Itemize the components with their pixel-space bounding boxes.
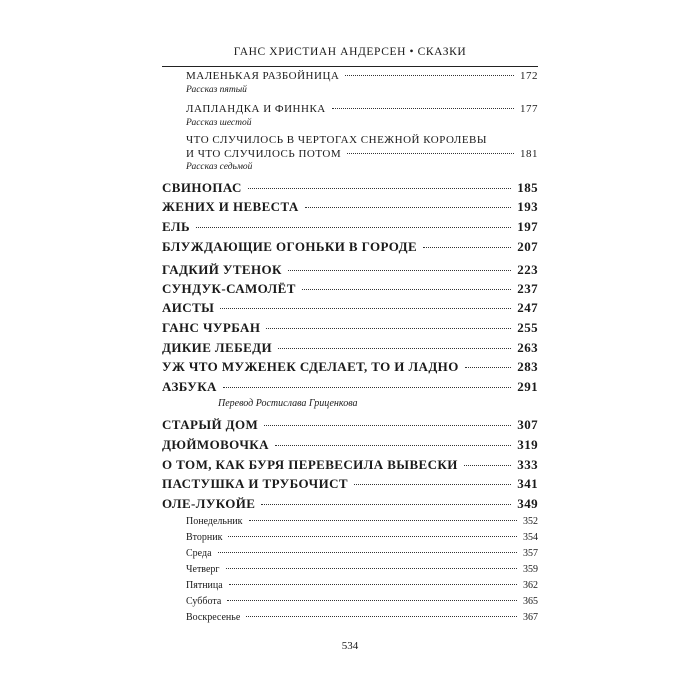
entry-title: О ТОМ, КАК БУРЯ ПЕРЕВЕСИЛА ВЫВЕСКИ bbox=[162, 457, 458, 472]
toc-entry[interactable] bbox=[162, 300, 538, 316]
toc-entry[interactable] bbox=[162, 281, 538, 297]
entry-page: 255 bbox=[517, 320, 538, 335]
leader-dots bbox=[261, 504, 511, 505]
leader-dots bbox=[278, 348, 511, 349]
toc-entry-sub[interactable] bbox=[186, 70, 538, 82]
entry-title: ЛАПЛАНДКА И ФИННКА bbox=[186, 103, 326, 115]
entry-title: ГАНС ЧУРБАН bbox=[162, 320, 261, 335]
entry-title: БЛУЖДАЮЩИЕ ОГОНЬКИ В ГОРОДЕ bbox=[162, 239, 418, 254]
leader-dots bbox=[220, 308, 511, 309]
entry-page: 319 bbox=[517, 437, 538, 452]
entry-page: 359 bbox=[523, 564, 538, 575]
entry-title: ПАСТУШКА И ТРУБОЧИСТ bbox=[162, 476, 348, 491]
toc-entry-day[interactable] bbox=[186, 596, 538, 607]
toc-entry-day[interactable] bbox=[186, 532, 538, 543]
entry-title: ОЛЕ-ЛУКОЙЕ bbox=[162, 496, 256, 511]
entry-page: 181 bbox=[520, 148, 538, 160]
entry-page: 349 bbox=[517, 496, 538, 511]
leader-dots bbox=[464, 465, 512, 466]
entry-page: 223 bbox=[517, 262, 538, 277]
entry-page: 193 bbox=[517, 199, 538, 214]
entry-title: Среда bbox=[186, 548, 212, 559]
leader-dots bbox=[332, 108, 514, 109]
translator-note: Перевод Ростислава Гриценкова bbox=[218, 398, 358, 409]
entry-page: 263 bbox=[517, 340, 538, 355]
page-number: 534 bbox=[341, 640, 359, 652]
entry-title-line1: ЧТО СЛУЧИЛОСЬ В ЧЕРТОГАХ СНЕЖНОЙ КОРОЛЕВЫ bbox=[186, 134, 487, 146]
entry-title: УЖ ЧТО МУЖЕНЕК СДЕЛАЕТ, ТО И ЛАДНО bbox=[162, 359, 459, 374]
entry-page: 333 bbox=[517, 457, 538, 472]
entry-title: СУНДУК-САМОЛЁТ bbox=[162, 281, 296, 296]
entry-note: Рассказ пятый bbox=[186, 85, 247, 95]
entry-page: 291 bbox=[517, 379, 538, 394]
toc-entry[interactable] bbox=[162, 340, 538, 356]
entry-note: Рассказ шестой bbox=[186, 118, 252, 128]
entry-page: 307 bbox=[517, 417, 538, 432]
leader-dots bbox=[345, 75, 514, 76]
leader-dots bbox=[288, 270, 511, 271]
entry-title-line2: И ЧТО СЛУЧИЛОСЬ ПОТОМ bbox=[186, 148, 342, 160]
leader-dots bbox=[305, 207, 512, 208]
toc-entry-day[interactable] bbox=[186, 580, 538, 591]
leader-dots bbox=[223, 387, 511, 388]
entry-title: АИСТЫ bbox=[162, 300, 215, 315]
entry-page: 352 bbox=[523, 516, 538, 527]
leader-dots bbox=[226, 568, 517, 569]
entry-title: Воскресенье bbox=[186, 612, 241, 623]
leader-dots bbox=[423, 247, 511, 248]
toc-entry[interactable] bbox=[162, 496, 538, 512]
toc-entry[interactable] bbox=[162, 379, 538, 395]
entry-title: ЖЕНИХ И НЕВЕСТА bbox=[162, 199, 299, 214]
leader-dots bbox=[266, 328, 511, 329]
leader-dots bbox=[249, 520, 517, 521]
running-header: ГАНС ХРИСТИАН АНДЕРСЕН • СКАЗКИ bbox=[233, 46, 467, 58]
entry-page: 247 bbox=[517, 300, 538, 315]
entry-title: Суббота bbox=[186, 596, 222, 607]
entry-title: СТАРЫЙ ДОМ bbox=[162, 417, 259, 432]
toc-entry[interactable] bbox=[162, 359, 538, 375]
leader-dots bbox=[246, 616, 517, 617]
entry-page: 365 bbox=[523, 596, 538, 607]
entry-page: 177 bbox=[520, 103, 538, 115]
entry-title: ДЮЙМОВОЧКА bbox=[162, 437, 269, 452]
toc-entry[interactable] bbox=[162, 437, 538, 453]
entry-page: 362 bbox=[523, 580, 538, 591]
toc-entry[interactable] bbox=[162, 239, 538, 255]
leader-dots bbox=[465, 367, 512, 368]
table-of-contents bbox=[162, 0, 538, 700]
leader-dots bbox=[264, 425, 511, 426]
toc-entry-day[interactable] bbox=[186, 548, 538, 559]
entry-page: 367 bbox=[523, 612, 538, 623]
toc-entry[interactable] bbox=[162, 476, 538, 492]
entry-page: 283 bbox=[517, 359, 538, 374]
leader-dots bbox=[228, 536, 517, 537]
leader-dots bbox=[229, 584, 517, 585]
leader-dots bbox=[302, 289, 512, 290]
entry-title: СВИНОПАС bbox=[162, 180, 242, 195]
toc-entry[interactable] bbox=[162, 417, 538, 433]
entry-page: 207 bbox=[517, 239, 538, 254]
toc-entry-day[interactable] bbox=[186, 516, 538, 527]
toc-entry[interactable] bbox=[162, 457, 538, 473]
toc-entry-multiline-end[interactable] bbox=[186, 148, 538, 160]
entry-page: 172 bbox=[520, 70, 538, 82]
toc-entry[interactable] bbox=[162, 219, 538, 235]
toc-entry[interactable] bbox=[162, 199, 538, 215]
entry-title: Вторник bbox=[186, 532, 223, 543]
entry-page: 237 bbox=[517, 281, 538, 296]
entry-title: АЗБУКА bbox=[162, 379, 217, 394]
leader-dots bbox=[275, 445, 511, 446]
leader-dots bbox=[354, 484, 511, 485]
entry-title: ЕЛЬ bbox=[162, 219, 190, 234]
toc-entry-day[interactable] bbox=[186, 564, 538, 575]
leader-dots bbox=[218, 552, 517, 553]
entry-note: Рассказ седьмой bbox=[186, 162, 253, 172]
entry-title: Четверг bbox=[186, 564, 220, 575]
entry-page: 185 bbox=[517, 180, 538, 195]
entry-page: 197 bbox=[517, 219, 538, 234]
toc-entry-day[interactable] bbox=[186, 612, 538, 623]
toc-entry[interactable] bbox=[162, 320, 538, 336]
leader-dots bbox=[347, 153, 514, 154]
entry-title: МАЛЕНЬКАЯ РАЗБОЙНИЦА bbox=[186, 70, 340, 82]
entry-page: 354 bbox=[523, 532, 538, 543]
entry-title: ДИКИЕ ЛЕБЕДИ bbox=[162, 340, 272, 355]
leader-dots bbox=[196, 227, 511, 228]
leader-dots bbox=[227, 600, 517, 601]
toc-entry-sub[interactable] bbox=[186, 103, 538, 115]
entry-page: 341 bbox=[517, 476, 538, 491]
entry-page: 357 bbox=[523, 548, 538, 559]
leader-dots bbox=[248, 188, 511, 189]
entry-title: ГАДКИЙ УТЕНОК bbox=[162, 262, 282, 277]
toc-entry[interactable] bbox=[162, 180, 538, 196]
toc-entry[interactable] bbox=[162, 262, 538, 278]
entry-title: Понедельник bbox=[186, 516, 243, 527]
entry-title: Пятница bbox=[186, 580, 223, 591]
